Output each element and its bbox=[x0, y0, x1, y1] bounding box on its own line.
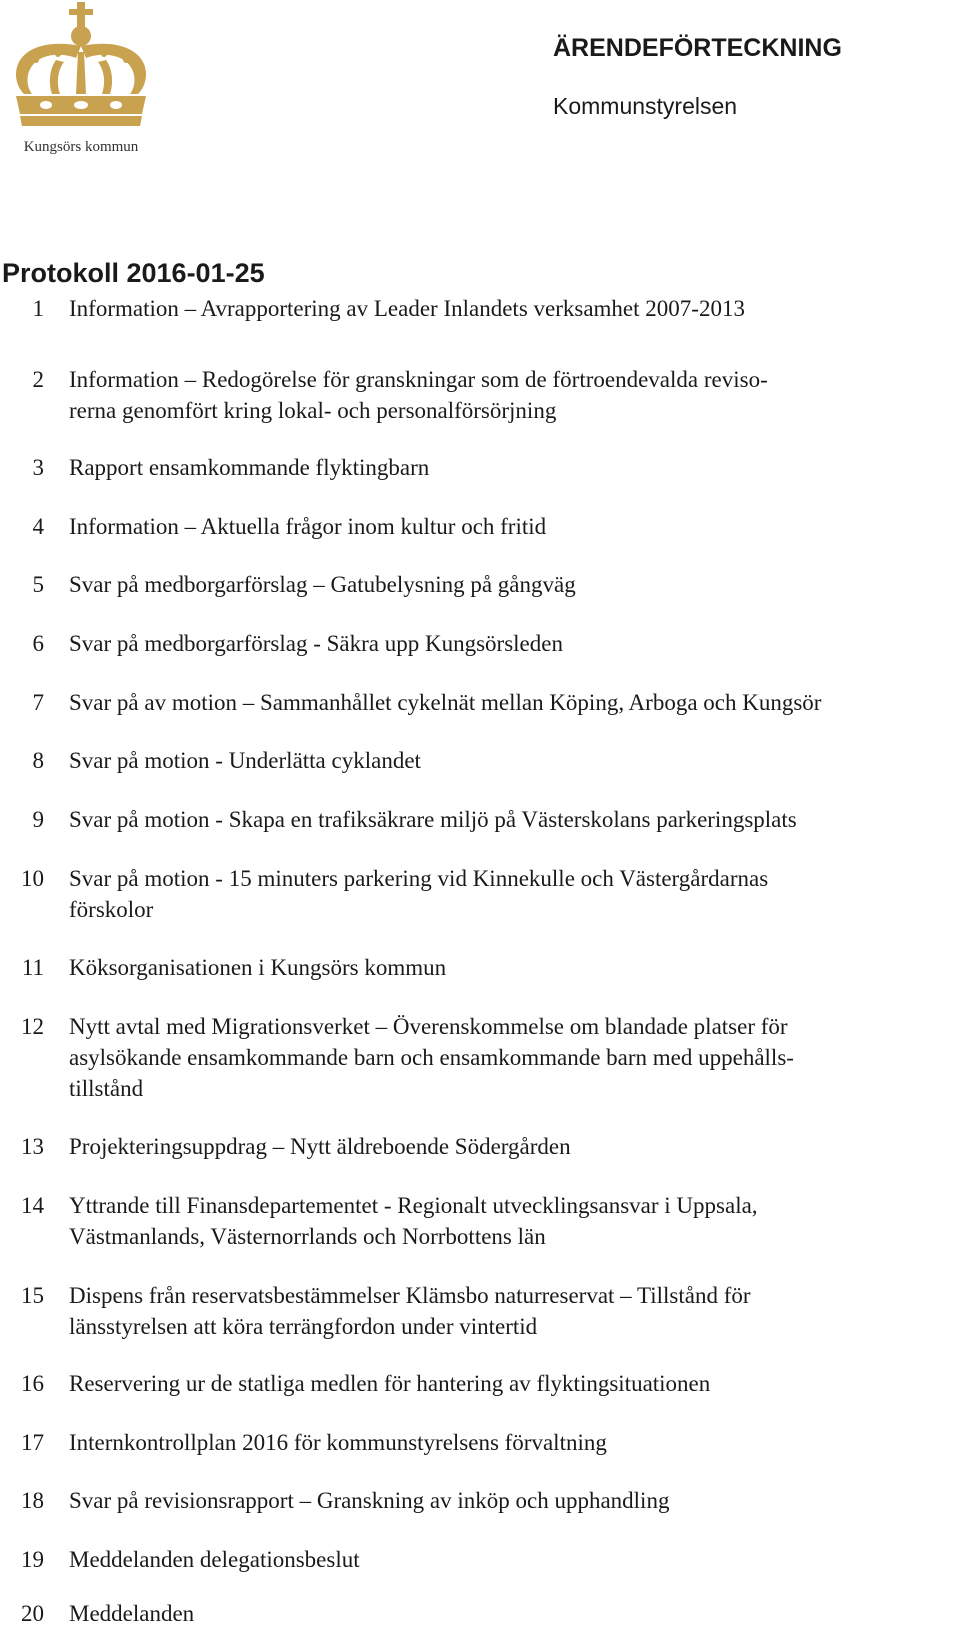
item-text bbox=[69, 1131, 957, 1162]
item-text-line: Svar på medborgarförslag - Säkra upp Kungsörsleden bbox=[69, 631, 563, 656]
item-number: 12 bbox=[21, 1014, 44, 1039]
item-number: 15 bbox=[21, 1283, 44, 1308]
item-text-line: Reservering ur de statliga medlen för hantering av flyktingsituationen bbox=[69, 1371, 711, 1396]
item-number: 3 bbox=[32, 455, 44, 480]
item-text bbox=[69, 745, 957, 776]
item-text-line: Information – Aktuella frågor inom kultur och fritid bbox=[69, 514, 547, 539]
kungsors-kommun-logo bbox=[6, 2, 156, 160]
item-text bbox=[69, 1190, 957, 1252]
item-text-line: Yttrande till Finansdepartementet - Regionalt utvecklingsansvar i Uppsala, bbox=[69, 1193, 758, 1218]
item-text-line: Dispens från reservatsbestämmelser Klämsbo naturreservat – Tillstånd för bbox=[69, 1283, 751, 1308]
item-text bbox=[69, 569, 957, 600]
item-text-line: tillstånd bbox=[69, 1076, 144, 1101]
item-number: 4 bbox=[32, 514, 44, 539]
item-number: 14 bbox=[21, 1193, 44, 1218]
item-text bbox=[69, 1485, 957, 1516]
item-text-line: rerna genomfört kring lokal- och personalförsörjning bbox=[69, 398, 557, 423]
item-text bbox=[69, 863, 957, 925]
item-text-line: Rapport ensamkommande flyktingbarn bbox=[69, 455, 430, 480]
item-text-line: Meddelanden bbox=[69, 1601, 195, 1626]
item-text-line: förskolor bbox=[69, 897, 154, 922]
item-number: 10 bbox=[21, 866, 44, 891]
item-text bbox=[69, 1368, 957, 1399]
item-text-line: Svar på revisionsrapport – Granskning av inköp och upphandling bbox=[69, 1488, 670, 1513]
item-text-line: Internkontrollplan 2016 för kommunstyrelsens förvaltning bbox=[69, 1430, 607, 1455]
item-number: 13 bbox=[21, 1134, 44, 1159]
item-text bbox=[69, 628, 957, 659]
item-text bbox=[69, 952, 957, 983]
section-heading: Protokoll 2016-01-25 bbox=[2, 258, 265, 288]
document-subtitle: Kommunstyrelsen bbox=[553, 93, 738, 119]
item-text-line: Köksorganisationen i Kungsörs kommun bbox=[69, 955, 447, 980]
item-number: 18 bbox=[21, 1488, 44, 1513]
item-text-line: Meddelanden delegationsbeslut bbox=[69, 1547, 360, 1572]
document-title: ÄRENDEFÖRTECKNING bbox=[553, 34, 842, 62]
item-text bbox=[69, 293, 957, 324]
logo-text: Kungsörs kommun bbox=[23, 139, 139, 155]
item-text-line: Projekteringsuppdrag – Nytt äldreboende Södergården bbox=[69, 1134, 571, 1159]
item-text-line: Svar på medborgarförslag – Gatubelysning på gångväg bbox=[69, 572, 576, 597]
item-number: 20 bbox=[21, 1601, 44, 1626]
item-number: 5 bbox=[32, 572, 44, 597]
item-text-line: Information – Avrapportering av Leader Inlandets verksamhet 2007-2013 bbox=[69, 296, 745, 321]
item-text bbox=[69, 511, 957, 542]
item-number: 6 bbox=[32, 631, 44, 656]
item-number: 2 bbox=[32, 367, 44, 392]
item-text-line: Nytt avtal med Migrationsverket – Överenskommelse om blandade platser för bbox=[69, 1014, 788, 1039]
item-number: 19 bbox=[21, 1547, 44, 1572]
item-text-line: Svar på motion - 15 minuters parkering vid Kinnekulle och Västergårdarnas bbox=[69, 866, 769, 891]
item-number: 8 bbox=[32, 748, 44, 773]
item-text-line: asylsökande ensamkommande barn och ensamkommande barn med uppehålls- bbox=[69, 1045, 794, 1070]
item-text bbox=[69, 452, 957, 483]
item-text bbox=[69, 1598, 957, 1629]
item-number: 9 bbox=[32, 807, 44, 832]
item-number: 11 bbox=[21, 955, 44, 980]
item-text-line: Svar på motion - Skapa en trafiksäkrare miljö på Västerskolans parkeringsplats bbox=[69, 807, 797, 832]
item-text-line: Svar på av motion – Sammanhållet cykelnät mellan Köping, Arboga och Kungsör bbox=[69, 690, 822, 715]
item-text bbox=[69, 1280, 957, 1342]
item-text bbox=[69, 1427, 957, 1458]
item-text-line: länsstyrelsen att köra terrängfordon under vintertid bbox=[69, 1314, 538, 1339]
item-number: 1 bbox=[32, 296, 44, 321]
item-text bbox=[69, 804, 957, 835]
item-number: 17 bbox=[21, 1430, 44, 1455]
item-text bbox=[69, 1011, 957, 1104]
item-text-line: Västmanlands, Västernorrlands och Norrbottens län bbox=[69, 1224, 546, 1249]
item-text bbox=[69, 364, 957, 426]
royal-crown-icon bbox=[6, 2, 156, 137]
item-text bbox=[69, 687, 957, 718]
item-text bbox=[69, 1544, 957, 1575]
item-text-line: Information – Redogörelse för granskningar som de förtroendevalda reviso- bbox=[69, 367, 768, 392]
item-number: 7 bbox=[32, 690, 44, 715]
item-text-line: Svar på motion - Underlätta cyklandet bbox=[69, 748, 421, 773]
item-number: 16 bbox=[21, 1371, 44, 1396]
